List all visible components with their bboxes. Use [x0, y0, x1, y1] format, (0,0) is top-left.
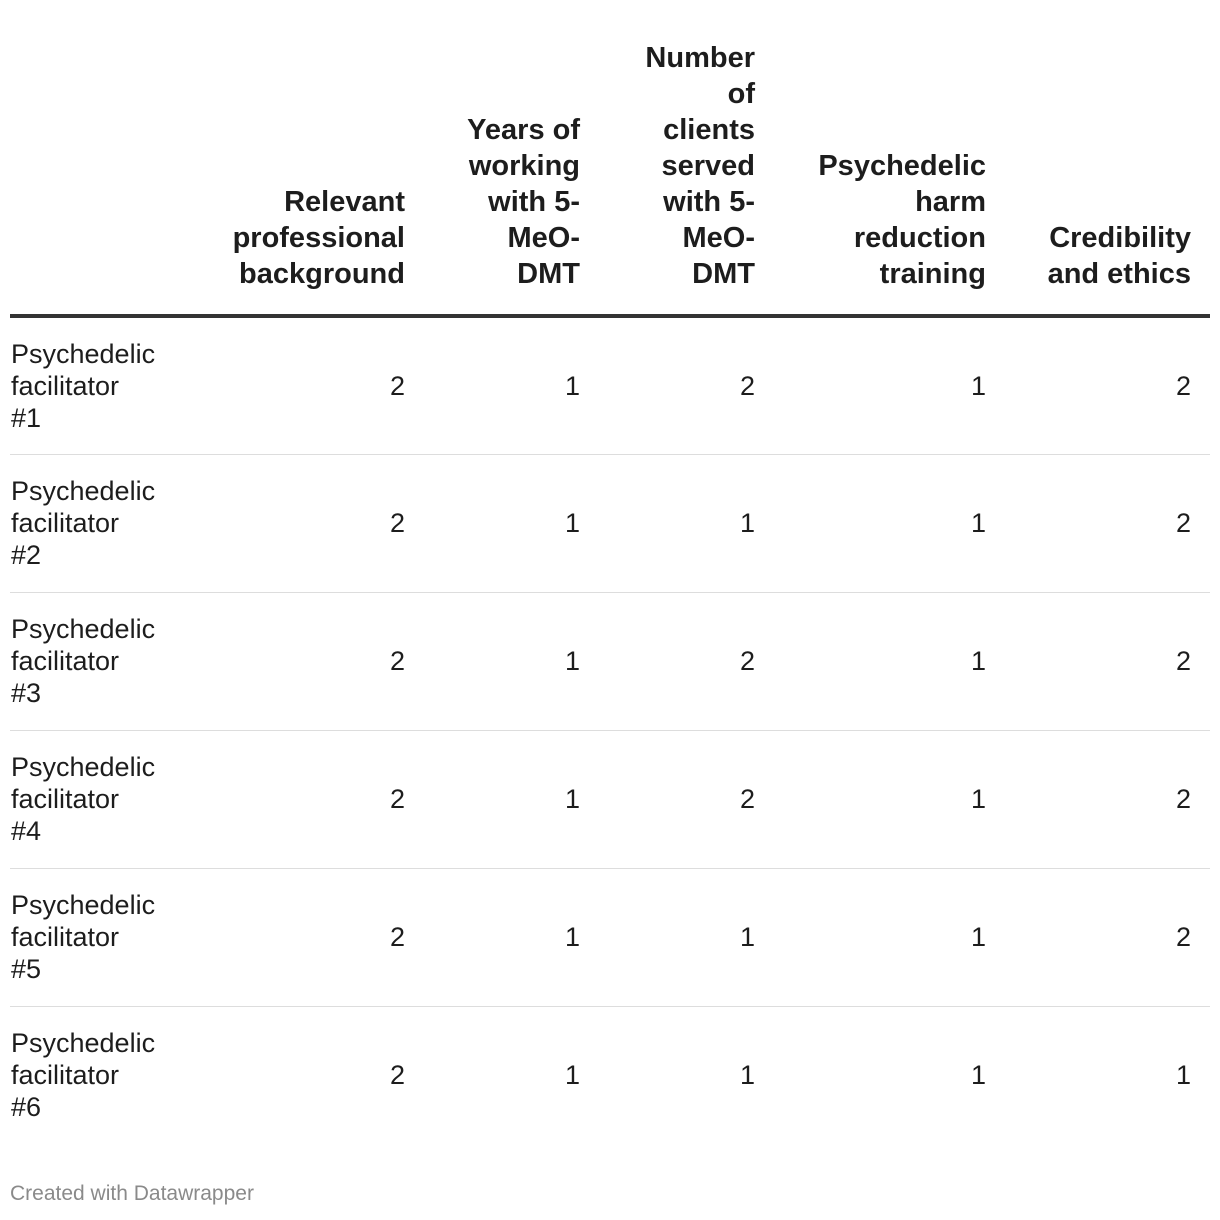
table-cell-value: 2	[389, 1060, 405, 1091]
table-cell-value: 1	[970, 1060, 986, 1091]
row-label: Psychedelic facilitator #2	[10, 454, 175, 592]
row-spacer	[1191, 592, 1210, 730]
table-cell-value: 2	[986, 592, 1191, 730]
row-label: Psychedelic facilitator #6	[11, 1028, 156, 1123]
table-row	[10, 1006, 1210, 1144]
table-cell-value: 1	[405, 454, 580, 592]
table-cell-value: 2	[580, 316, 755, 454]
table-cell-value: 1	[580, 454, 755, 592]
table-cell-value: 1	[564, 1060, 580, 1091]
table-cell-value: 1	[755, 316, 986, 454]
row-spacer	[1191, 316, 1210, 454]
row-label: Psychedelic facilitator #4	[10, 730, 175, 868]
table-cell-value: 2	[175, 868, 405, 1006]
table-cell-value: 1	[739, 1060, 755, 1091]
table-cell-value: 1	[580, 868, 755, 1006]
row-spacer	[1191, 454, 1210, 592]
table-body	[10, 316, 1210, 1144]
header-harm-reduction-training[interactable]: Psychedelic harm reduction training	[755, 0, 986, 316]
table-cell-value: 1	[405, 316, 580, 454]
header-relevant-professional-background[interactable]: Relevant professional background	[175, 0, 405, 316]
table-cell-value: 1	[755, 454, 986, 592]
table-cell-value: 1	[755, 868, 986, 1006]
table-cell-value: 2	[986, 868, 1191, 1006]
row-spacer	[1191, 730, 1210, 868]
header-years-working[interactable]: Years of working with 5-MeO-DMT	[405, 0, 580, 316]
table-cell-value: 2	[175, 730, 405, 868]
row-spacer	[1191, 1006, 1210, 1144]
row-label: Psychedelic facilitator #1	[10, 316, 175, 454]
table-cell-value: 1	[1175, 1060, 1191, 1091]
table-cell-value: 2	[986, 730, 1191, 868]
row-label: Psychedelic facilitator #3	[10, 592, 175, 730]
table-cell-value: 2	[175, 592, 405, 730]
header-number-of-clients[interactable]: Number of clients served with 5-MeO-DMT	[580, 0, 755, 316]
data-table	[10, 0, 1210, 1144]
table-row	[10, 730, 1210, 868]
table-row	[10, 592, 1210, 730]
table-cell-value: 2	[986, 316, 1191, 454]
table-cell-value: 2	[580, 730, 755, 868]
table-cell-value: 1	[405, 868, 580, 1006]
table-row	[10, 454, 1210, 592]
table-cell-value: 2	[580, 592, 755, 730]
table-cell-value: 2	[986, 454, 1191, 592]
header-row-label	[10, 0, 175, 316]
table-row	[10, 868, 1210, 1006]
table-cell-value: 2	[175, 454, 405, 592]
row-spacer	[1191, 868, 1210, 1006]
row-label: Psychedelic facilitator #5	[10, 868, 175, 1006]
table-cell-value: 1	[755, 592, 986, 730]
header-spacer	[1191, 0, 1210, 316]
header-credibility-ethics[interactable]: Credibility and ethics	[986, 0, 1191, 316]
table-row	[10, 316, 1210, 454]
table-cell-value: 1	[405, 730, 580, 868]
table-cell-value: 1	[405, 592, 580, 730]
datawrapper-credit: Created with Datawrapper	[10, 1182, 254, 1205]
data-table-container	[10, 0, 1210, 1144]
table-cell-value: 2	[175, 316, 405, 454]
table-cell-value: 1	[755, 730, 986, 868]
table-header-row	[10, 0, 1210, 316]
